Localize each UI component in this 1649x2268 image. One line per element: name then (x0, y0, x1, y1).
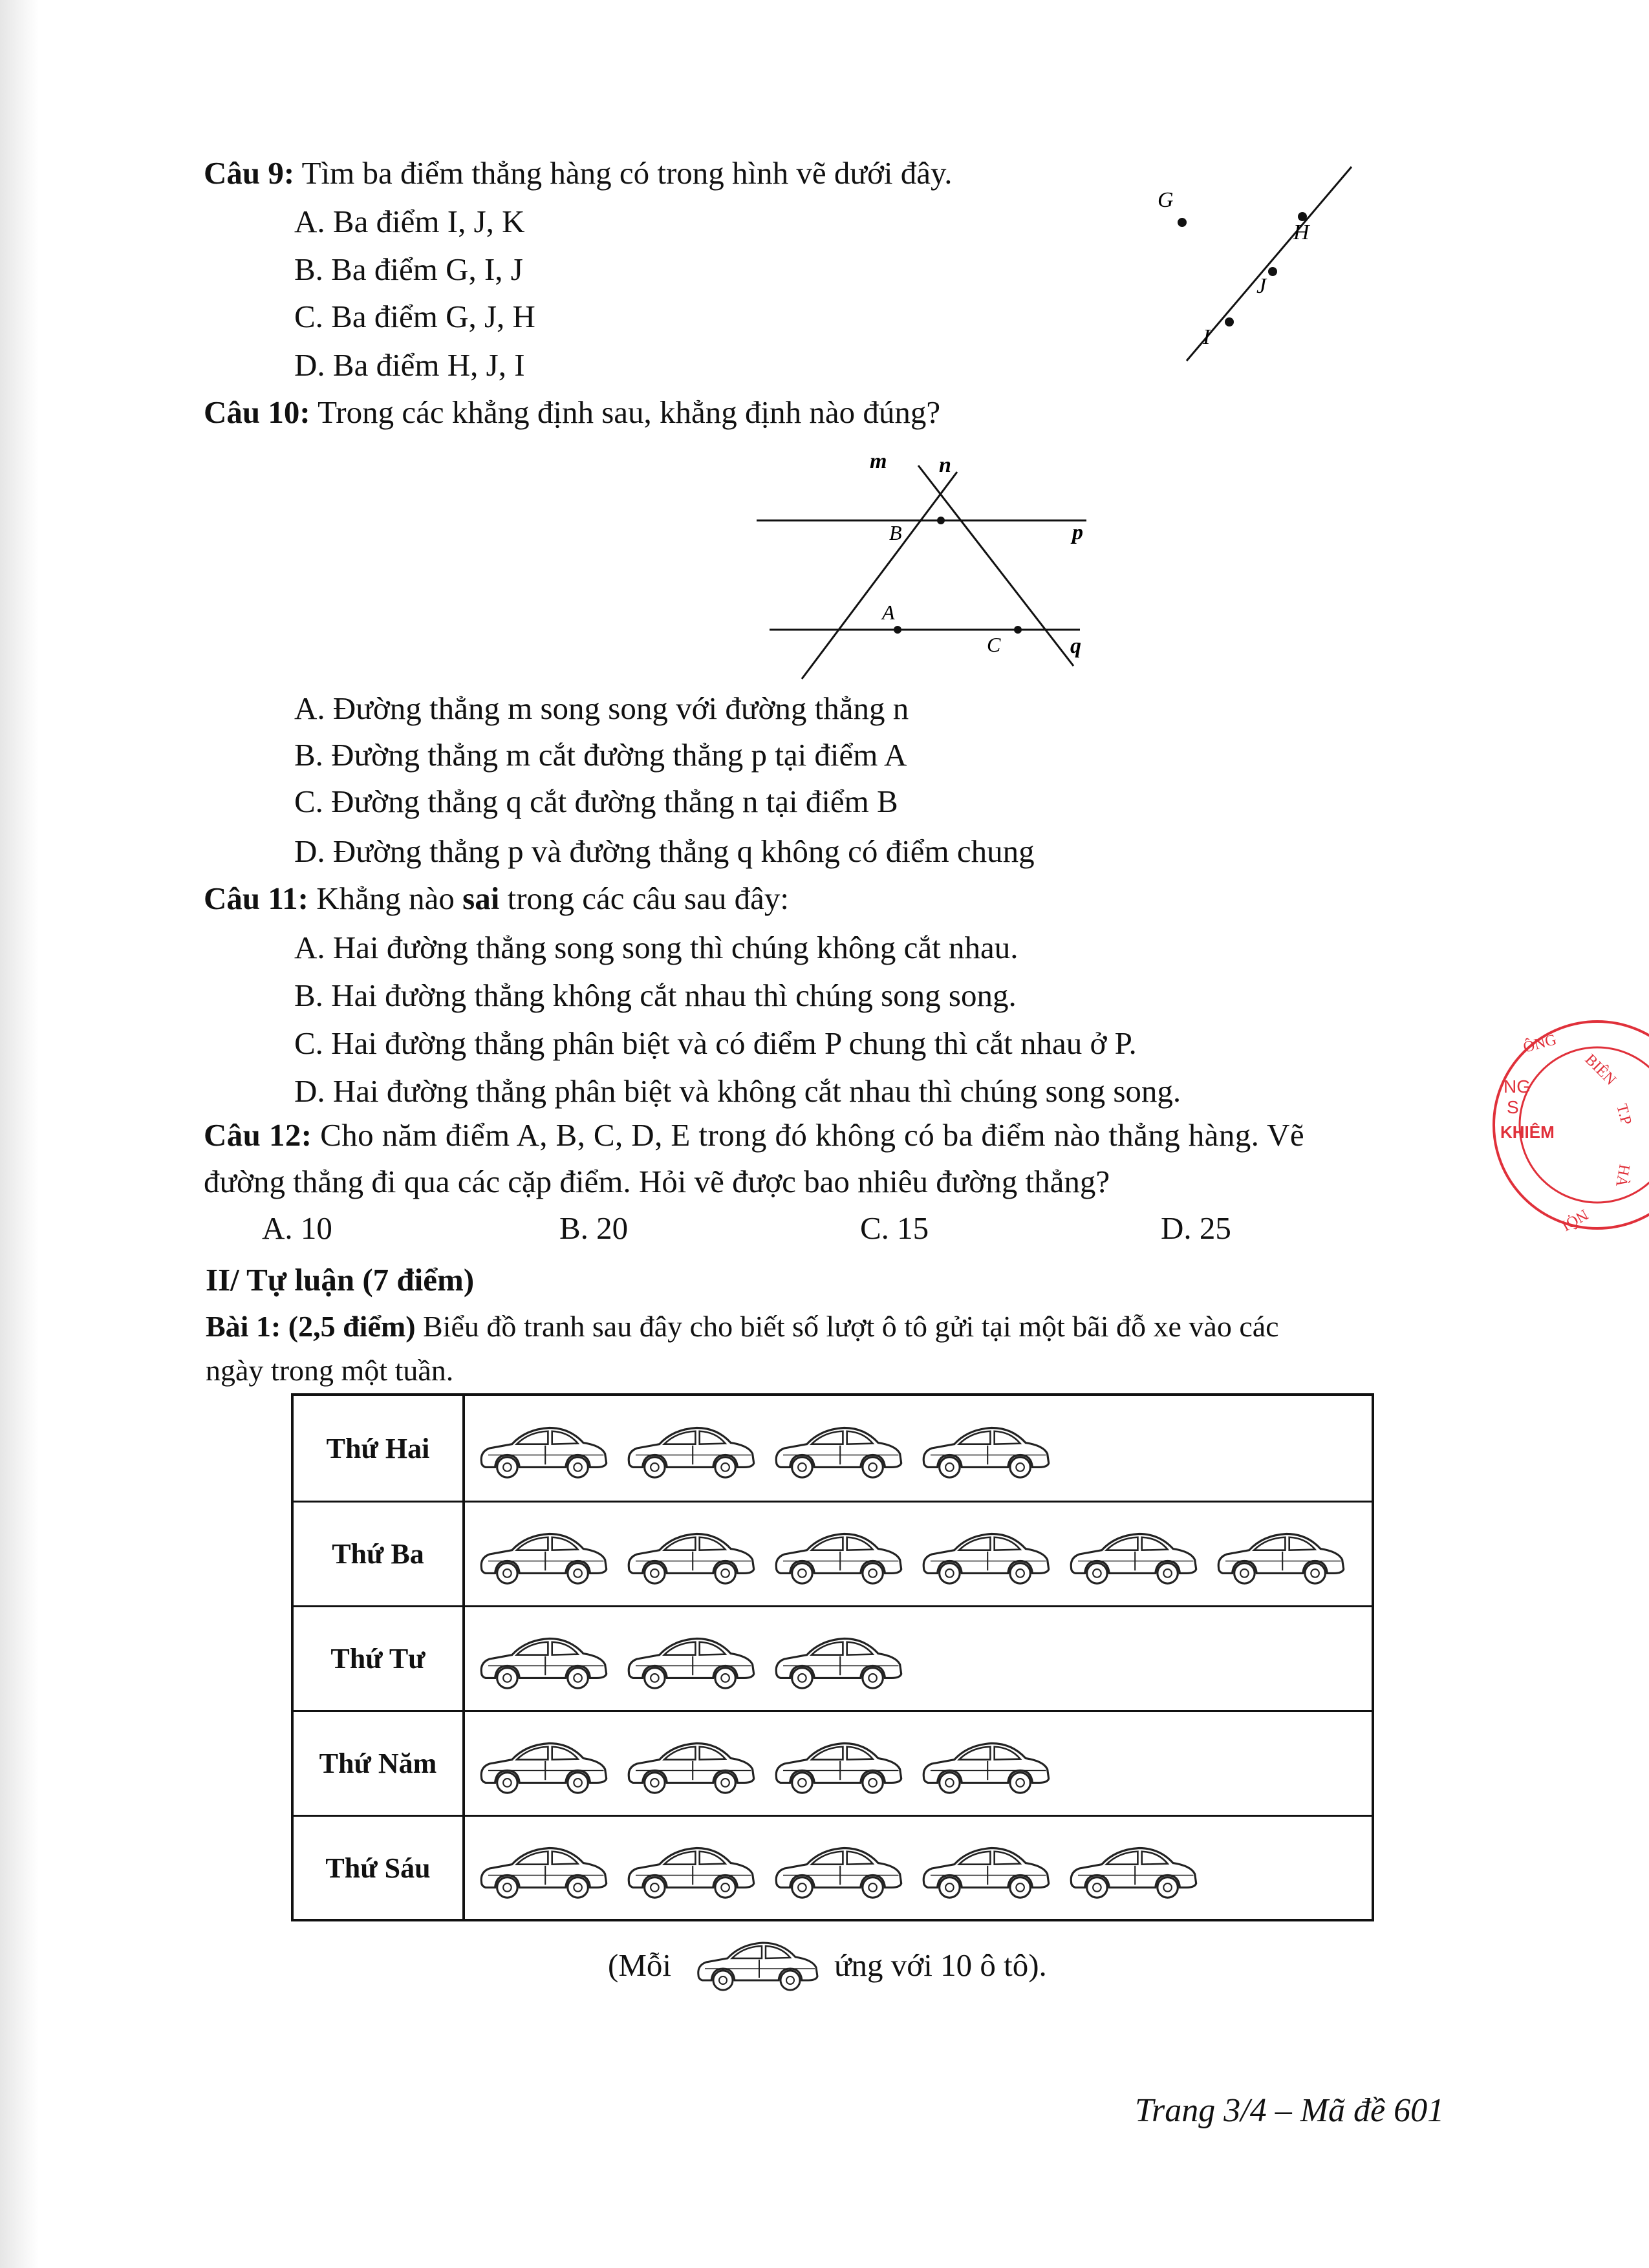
q12-option-c: C. 15 (860, 1210, 929, 1246)
q9-point-i (1225, 317, 1234, 326)
q9-option-c: C. Ba điểm G, J, H (294, 299, 535, 334)
q10-stem (204, 393, 940, 432)
q12-text-line1: Cho năm điểm A, B, C, D, E trong đó không có ba điểm nào thẳng hàng. Vẽ (320, 1117, 1304, 1153)
q10-option-d: D. Đường thẳng p và đường thẳng q không có điểm chung (294, 833, 1035, 869)
q11-text-before: Khẳng nào (316, 881, 455, 916)
q12-title: Câu 12: (204, 1117, 312, 1153)
stamp-text-f: NG (1503, 1076, 1531, 1097)
stamp-text-e: NỘI (1558, 1205, 1591, 1234)
q10-point-a (894, 626, 901, 634)
legend-car-icon (685, 1930, 828, 1995)
pictograph-day-label: Thứ Ba (294, 1503, 465, 1605)
q9-label-h: H (1293, 220, 1310, 244)
pictograph-day-label: Thứ Sáu (294, 1817, 465, 1920)
q12-option-b: B. 20 (559, 1210, 629, 1246)
stamp-text-h: KHIÊM (1500, 1122, 1555, 1142)
car-icon (770, 1725, 905, 1803)
q12-option-a: A. 10 (262, 1210, 332, 1246)
pictograph-day-label: Thứ Hai (294, 1396, 465, 1501)
pictograph-cars (475, 1396, 1064, 1501)
q10-option-c: C. Đường thẳng q cắt đường thẳng n tại điểm B (294, 784, 898, 819)
car-icon (770, 1409, 905, 1487)
q10-label-m: m (870, 449, 887, 473)
q9-label-i: I (1203, 325, 1211, 349)
car-icon (770, 1620, 905, 1698)
q9-line (1187, 167, 1352, 361)
q11-text-after: trong các câu sau đây: (507, 881, 789, 916)
car-icon (475, 1830, 610, 1907)
q9-option-a: A. Ba điểm I, J, K (294, 204, 525, 239)
q10-label-a: A (882, 601, 895, 624)
q9-label-g: G (1158, 188, 1174, 212)
car-icon (917, 1830, 1053, 1907)
car-icon (917, 1515, 1053, 1593)
q10-label-c: C (987, 633, 1001, 656)
q11-option-a: A. Hai đường thẳng song song thì chúng không cắt nhau. (294, 930, 1018, 965)
pictograph-row (294, 1396, 1372, 1501)
bai1-text-line1: Biểu đồ tranh sau đây cho biết số lượt ô tô gửi tại một bãi đỗ xe vào các (423, 1310, 1279, 1343)
q9-point-g (1178, 218, 1187, 227)
pictograph-day-label: Thứ Năm (294, 1712, 465, 1815)
pictograph-day-label: Thứ Tư (294, 1607, 465, 1710)
car-icon (917, 1409, 1053, 1487)
q9-figure (1138, 155, 1371, 369)
car-icon (475, 1409, 610, 1487)
car-icon (770, 1830, 905, 1907)
q10-option-a: A. Đường thẳng m song song với đường thẳng n (294, 690, 909, 726)
q9-option-b: B. Ba điểm G, I, J (294, 251, 523, 287)
stamp-text-c: T.P (1613, 1102, 1635, 1127)
q11-option-b: B. Hai đường thẳng không cắt nhau thì chúng song song. (294, 978, 1017, 1013)
q9-option-d: D. Ba điểm H, J, I (294, 347, 525, 383)
car-icon (622, 1830, 758, 1907)
car-icon (622, 1515, 758, 1593)
q10-label-n: n (939, 453, 951, 477)
q9-title: Câu 9: (204, 155, 295, 191)
q9-label-j: J (1256, 274, 1267, 298)
q10-option-b: B. Đường thẳng m cắt đường thẳng p tại điểm A (294, 737, 907, 773)
pictograph-row (294, 1501, 1372, 1605)
legend-after: ứng với 10 ô tô). (834, 1947, 1047, 1983)
bai1-title: Bài 1: (2,5 điểm) (206, 1310, 416, 1343)
pictograph-row (294, 1605, 1372, 1710)
q11-option-d: D. Hai đường thẳng phân biệt và không cắt nhau thì chúng song song. (294, 1073, 1181, 1109)
q11-stem (204, 879, 789, 918)
q12-option-d: D. 25 (1161, 1210, 1231, 1246)
car-icon (622, 1409, 758, 1487)
q11-text-bold: sai (462, 881, 500, 916)
bai1-text-line2: ngày trong một tuần. (206, 1354, 454, 1387)
q10-label-b: B (889, 521, 902, 544)
stamp-text-b: BIÊN (1581, 1051, 1619, 1089)
q10-text: Trong các khẳng định sau, khẳng định nào đúng? (318, 394, 941, 430)
q9-text: Tìm ba điểm thẳng hàng có trong hình vẽ dưới đây. (301, 155, 953, 191)
red-stamp (1487, 1002, 1649, 1248)
pictograph-row (294, 1710, 1372, 1815)
car-icon (475, 1725, 610, 1803)
q10-figure (744, 446, 1145, 692)
page-footer: Trang 3/4 – Mã đề 601 (1135, 2092, 1445, 2129)
q10-label-p: p (1072, 520, 1083, 544)
part2-heading: II/ Tự luận (7 điểm) (206, 1262, 475, 1298)
legend-before: (Mỗi (608, 1947, 671, 1983)
car-icon (917, 1725, 1053, 1803)
car-icon (1212, 1515, 1348, 1593)
q10-point-c (1014, 626, 1022, 634)
q10-line-n (802, 472, 957, 679)
q12-line1 (204, 1116, 1304, 1155)
pictograph-table (291, 1393, 1374, 1921)
q10-point-b (937, 517, 945, 524)
car-icon (622, 1620, 758, 1698)
car-icon (475, 1620, 610, 1698)
stamp-text-d: HÀ (1612, 1162, 1633, 1188)
q9-stem (204, 154, 953, 193)
q12-text-line2: đường thẳng đi qua các cặp điểm. Hỏi vẽ được bao nhiêu đường thẳng? (204, 1164, 1110, 1199)
pictograph-cars (475, 1607, 917, 1710)
car-icon (1064, 1830, 1200, 1907)
bai1-line1 (206, 1307, 1279, 1346)
car-icon (475, 1515, 610, 1593)
q11-option-c: C. Hai đường thẳng phân biệt và có điểm P chung thì cắt nhau ở P. (294, 1025, 1137, 1061)
car-icon (770, 1515, 905, 1593)
stamp-text-g: S (1507, 1097, 1519, 1117)
q9-point-j (1268, 267, 1277, 276)
q10-title: Câu 10: (204, 394, 310, 430)
pictograph-cars (475, 1817, 1212, 1920)
scan-shadow (0, 0, 39, 2268)
stamp-text-a: ÔNG (1521, 1031, 1558, 1056)
q9-point-h (1298, 212, 1307, 221)
pictograph-cars (475, 1712, 1064, 1815)
pictograph-cars (475, 1503, 1359, 1605)
q11-title: Câu 11: (204, 881, 309, 916)
q10-label-q: q (1070, 634, 1081, 658)
car-icon (622, 1725, 758, 1803)
pictograph-row (294, 1815, 1372, 1920)
car-icon (1064, 1515, 1200, 1593)
